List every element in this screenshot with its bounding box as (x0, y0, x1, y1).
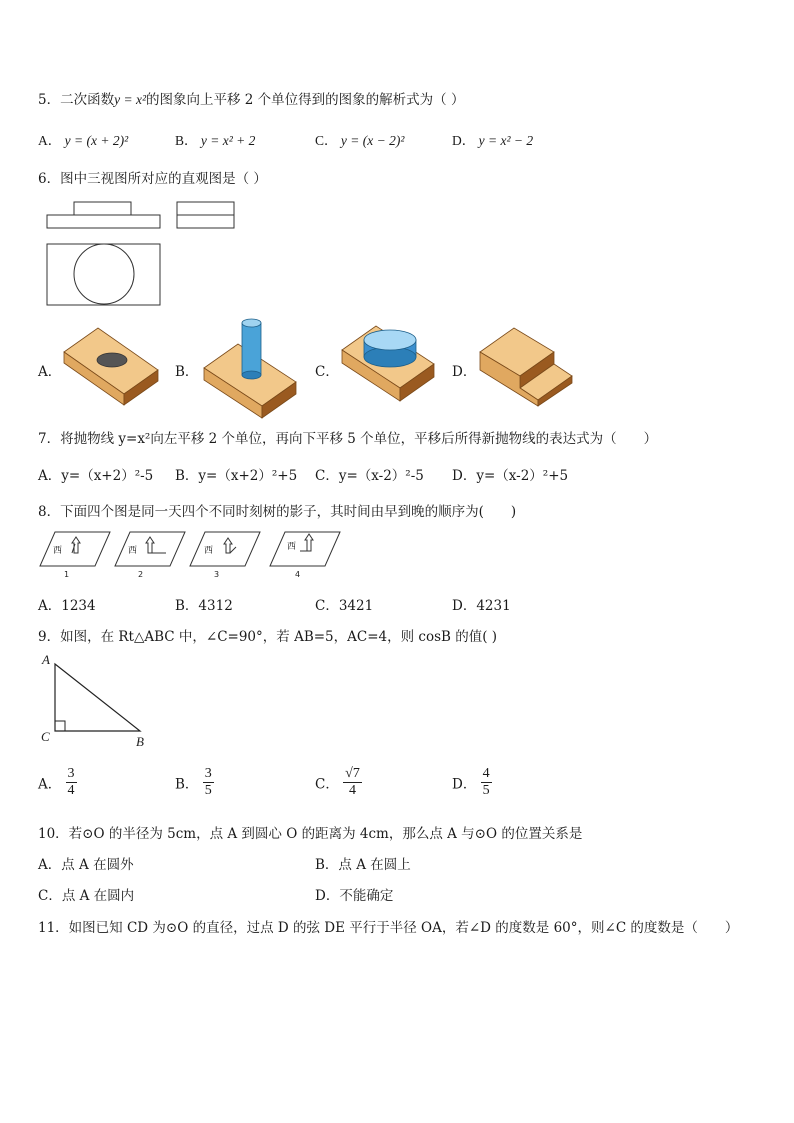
card-4-direction: 西 (287, 542, 297, 552)
question-11-stem: 11．如图已知 CD 为⊙O 的直径，过点 D 的弦 DE 平行于半径 OA，若∠D 的度数是 60°，则∠C 的度数是（ ） (38, 920, 739, 936)
question-10-stem: 10．若⊙O 的半径为 5cm，点 A 到圆心 O 的距离为 4cm，那么点 A 与⊙O 的位置关系是 (38, 826, 583, 842)
q7-option-a[interactable]: A．y=（x+2）²-5 (38, 468, 154, 484)
q6-option-b-label[interactable]: B． (175, 364, 199, 380)
card-3-number: 3 (214, 570, 220, 579)
q10-option-b[interactable]: B．点 A 在圆上 (315, 857, 411, 873)
q8-option-b[interactable]: B．4312 (175, 598, 233, 614)
q5-option-c[interactable]: C． y = (x − 2)² (315, 133, 405, 148)
card-2-direction: 西 (128, 546, 138, 556)
q5-option-a[interactable]: A． y = (x + 2)² (38, 133, 129, 148)
card-2-number: 2 (138, 570, 144, 579)
q10-option-d[interactable]: D．不能确定 (315, 888, 394, 904)
q5-option-d[interactable]: D． y = x² − 2 (452, 133, 534, 148)
q9-option-d[interactable]: D． $\frac{4}{5}$ (452, 766, 490, 798)
card-3-direction: 西 (204, 546, 214, 556)
q8-option-d[interactable]: D．4231 (452, 598, 511, 614)
q7-option-d[interactable]: D．y=（x-2）²+5 (452, 468, 569, 484)
q7-option-c[interactable]: C．y=（x-2）²-5 (315, 468, 424, 484)
q5-option-b[interactable]: B． y = x² + 2 (175, 133, 256, 148)
question-5-stem: 5．二次函数y = x²的图象向上平移 2 个单位得到的图象的解析式为（ ） (38, 92, 465, 108)
q7-option-b[interactable]: B．y=（x+2）²+5 (175, 468, 298, 484)
card-4-number: 4 (295, 570, 301, 579)
q9-option-a[interactable]: A． $\frac{3}{4}$ (38, 766, 75, 798)
right-angle-mark (55, 721, 65, 731)
triangle-abc (55, 664, 140, 731)
vertex-label-c: C (41, 729, 50, 744)
q9-option-c[interactable]: C． $\frac{√7}{4}$ (315, 766, 360, 798)
q10-option-a[interactable]: A．点 A 在圆外 (38, 857, 134, 873)
question-8-stem: 8．下面四个图是同一天四个不同时刻树的影子，其时间由早到晚的顺序为( ) (38, 504, 517, 520)
question-6-stem: 6．图中三视图所对应的直观图是（ ） (38, 171, 267, 187)
card-1-direction: 西 (53, 546, 63, 556)
card-1-number: 1 (64, 570, 70, 579)
q6-option-c-label[interactable]: C． (315, 364, 339, 380)
q8-option-a[interactable]: A．1234 (38, 598, 96, 614)
q10-option-c[interactable]: C．点 A 在圆内 (38, 888, 135, 904)
q9-option-b[interactable]: B． $\frac{3}{5}$ (175, 766, 212, 798)
q8-option-c[interactable]: C．3421 (315, 598, 374, 614)
question-9-stem: 9．如图，在 Rt△ABC 中，∠C=90°，若 AB=5，AC=4，则 cosB 的值( ) (38, 629, 498, 645)
vertex-label-b: B (136, 734, 144, 749)
q5-function: y = x² (114, 92, 146, 107)
question-7-stem: 7．将抛物线 y=x²向左平移 2 个单位，再向下平移 5 个单位，平移后所得新抛物线的表达式为（ ） (38, 431, 658, 447)
vertex-label-a: A (42, 652, 50, 667)
q6-option-d-label[interactable]: D． (452, 364, 477, 380)
q6-option-a-label[interactable]: A． (38, 364, 62, 380)
